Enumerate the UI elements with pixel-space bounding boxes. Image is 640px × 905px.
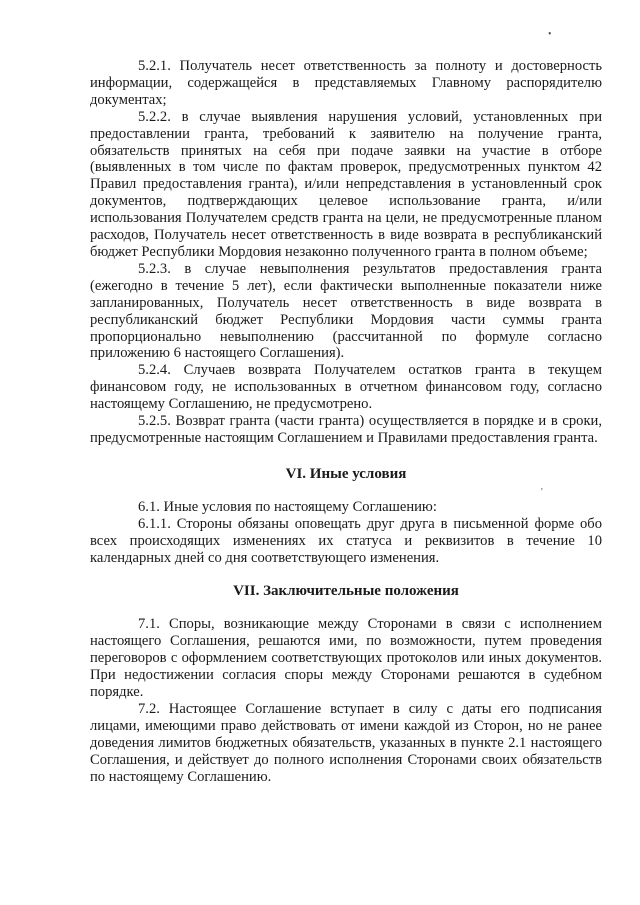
paragraph-5-2-3: 5.2.3. в случае невыполнения результатов предоставления гранта (ежегодно в течение 5 лет), если фактически выполненные показатели ниже запланированных, Получатель несет ответственность в виде возврата в республиканский бюджет Республики Мордовия части суммы гранта пропорционально невыполнению (рассчитанной по формуле согласно приложению 6 настоящего Соглашения). [90,260,602,362]
spacer [90,566,602,582]
section-heading-7: VII. Заключительные положения [233,583,459,600]
paragraph-5-2-4: 5.2.4. Случаев возврата Получателем остатков гранта в текущем финансовом году, не использованных в отчетном финансовом году, согласно настоящему Соглашению, не предусмотрено. [90,362,602,413]
paragraph-6-1-1: 6.1.1. Стороны обязаны оповещать друг друга в письменной форме обо всех происходящих изменениях их статуса и реквизитов в течение 10 календарных дней со дня соответствующего изменения. [90,515,602,566]
spacer [90,600,602,616]
paragraph-6-1: 6.1. Иные условия по настоящему Соглашению: [138,498,437,515]
section-heading-6: VI. Иные условия [285,465,407,482]
scan-speck-mark: ' [541,487,543,498]
paragraph-5-2-1: 5.2.1. Получатель несет ответственность за полноту и достоверность информации, содержащейся в представляемых Главному распорядителю документах; [90,58,602,108]
paragraph-5-2-5: 5.2.5. Возврат гранта (части гранта) осуществляется в порядке и в сроки, предусмотренные настоящим Соглашением и Правилами предоставления гранта. [90,413,602,446]
paragraph-7-2: 7.2. Настоящее Соглашение вступает в силу с даты его подписания лицами, имеющими право действовать от имени каждой из Сторон, но не ранее доведения лимитов бюджетных обязательств, указанных в пункте 2.1 настоящего Соглашения, и действует до полного исполнения Сторонами своих обязательств по настоящему Соглашению. [90,701,602,785]
paragraph-7-1: 7.1. Споры, возникающие между Сторонами в связи с исполнением настоящего Соглашения, решаются ими, по возможности, путем проведения переговоров с оформлением соответствующих протоколов или иных документов. При недостижении согласия споры между Сторонами решаются в судебном порядке. [90,616,602,701]
scan-speck-mark: • [548,29,552,40]
spacer [90,447,602,465]
document-page [90,58,602,786]
paragraph-5-2-2: 5.2.2. в случае выявления нарушения условий, установленных при предоставлении гранта, требований к заявителю на получение гранта, обязательств принятых на себя при подаче заявки на участие в отборе (выявленных в том числе по фактам проверок, предусмотренных пунктом 42 Правил предоставления гранта), и/или непредставления в установленный срок документов, подтверждающих целевое использование гранта, и/или использования Получателем средств гранта на цели, не предусмотренные планом расходов, Получатель несет ответственность в виде возврата в республиканский бюджет Республики Мордовия незаконно полученного гранта в полном объеме; [90,108,602,260]
spacer [90,483,602,499]
